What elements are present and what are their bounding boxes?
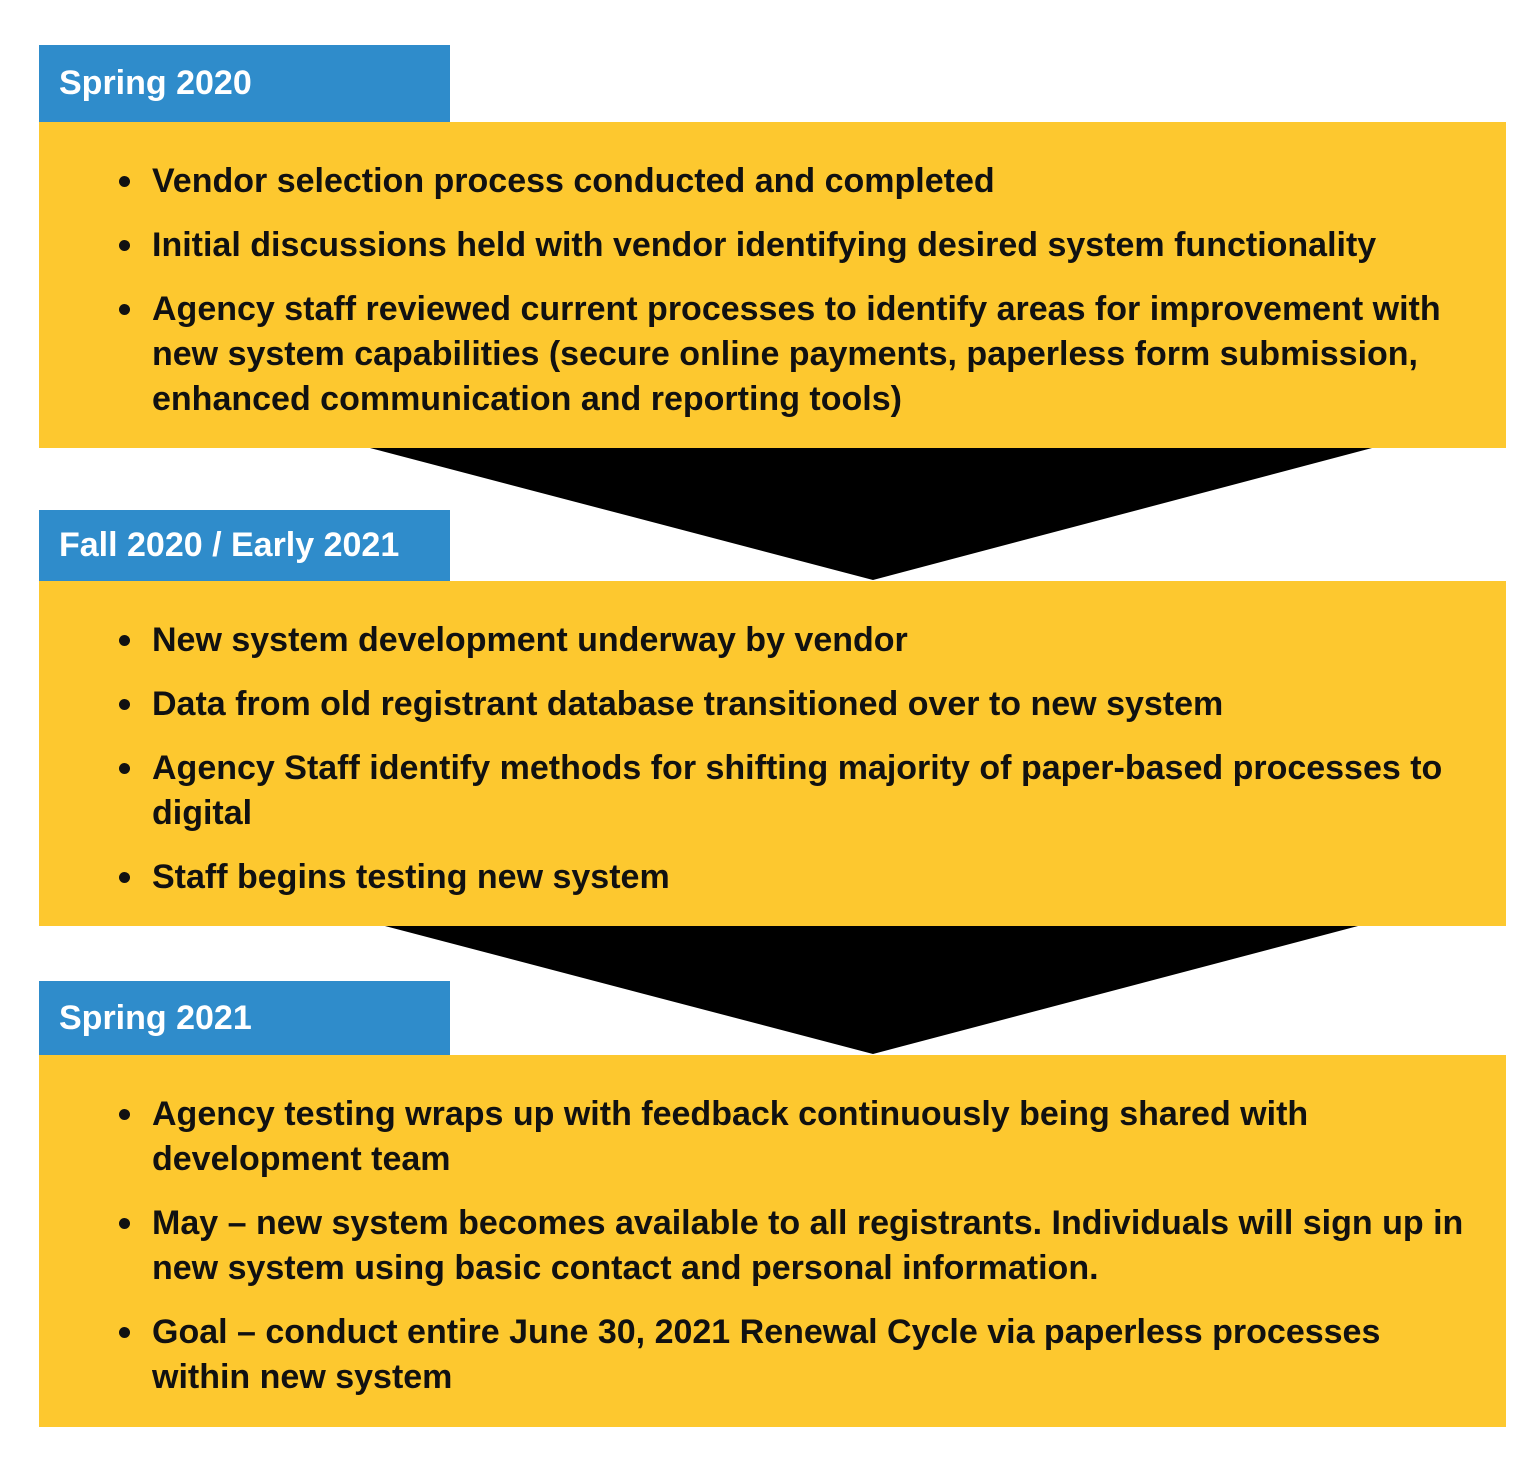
list-item: New system development underway by vendor bbox=[39, 618, 1506, 663]
list-item: Staff begins testing new system bbox=[39, 855, 1506, 900]
phase-1-list bbox=[39, 159, 1506, 422]
phase-3-title-text: Spring 2021 bbox=[59, 998, 252, 1037]
phase-3-list bbox=[39, 1092, 1506, 1400]
arrow-shape-1 bbox=[370, 448, 1372, 580]
phase-1-title bbox=[39, 45, 450, 122]
phase-1-box bbox=[39, 122, 1506, 448]
phase-2-title bbox=[39, 510, 450, 581]
phase-1-title-text: Spring 2020 bbox=[59, 64, 252, 102]
list-item: Goal – conduct entire June 30, 2021 Renewal Cycle via paperless processes within new system bbox=[39, 1310, 1506, 1400]
phase-2-title-text: Fall 2020 / Early 2021 bbox=[59, 526, 400, 564]
list-item: Agency Staff identify methods for shifting majority of paper-based processes to digital bbox=[39, 746, 1506, 836]
phase-3-title bbox=[39, 981, 450, 1055]
list-item: Agency testing wraps up with feedback continuously being shared with development team bbox=[39, 1092, 1506, 1182]
list-item: May – new system becomes available to all registrants. Individuals will sign up in new system using basic contact and personal information. bbox=[39, 1201, 1506, 1291]
phase-2-box bbox=[39, 581, 1506, 926]
list-item: Initial discussions held with vendor identifying desired system functionality bbox=[39, 223, 1506, 268]
list-item: Vendor selection process conducted and completed bbox=[39, 159, 1506, 204]
arrow-shape-2 bbox=[385, 926, 1358, 1054]
phase-2-list bbox=[39, 618, 1506, 900]
phase-3-box bbox=[39, 1055, 1506, 1427]
list-item: Agency staff reviewed current processes to identify areas for improvement with new system capabilities (secure online payments, paperless form submission, enhanced communication and reporting tools) bbox=[39, 287, 1506, 422]
list-item: Data from old registrant database transitioned over to new system bbox=[39, 682, 1506, 727]
